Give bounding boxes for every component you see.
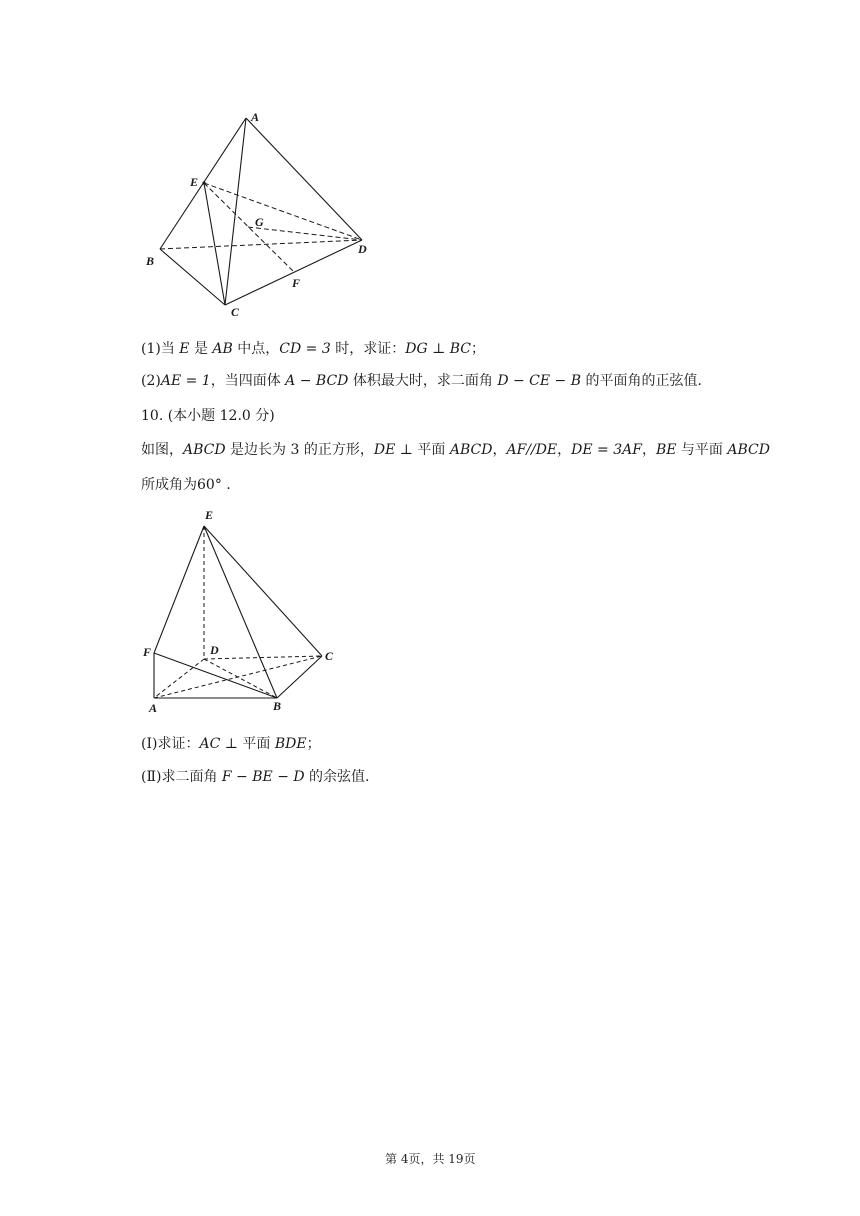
tetrahedron-figure xyxy=(130,100,390,330)
q10-part1: (Ⅰ)求证：AC ⊥ 平面 BDE； xyxy=(141,736,321,752)
q10-header: 10. (本小题 12.0 分) xyxy=(141,408,275,424)
label-E: E xyxy=(190,175,199,189)
label2-B: B xyxy=(273,699,282,713)
label-A: A xyxy=(251,110,260,124)
solid-figure xyxy=(140,500,350,720)
label-B: B xyxy=(146,254,155,268)
label-D: D xyxy=(358,242,367,256)
q10-stem-line2: 所成角为60° . xyxy=(141,477,231,493)
page-footer: 第 4页，共 19页 xyxy=(385,1152,476,1166)
label2-F: F xyxy=(143,645,152,659)
q9-part2: (2)AE = 1，当四面体 A − BCD 体积最大时，求二面角 D − CE − B 的平面角的正弦值. xyxy=(141,373,702,389)
label2-D: D xyxy=(210,643,219,657)
label2-C: C xyxy=(325,649,334,663)
q9-part1: (1)当 E 是 AB 中点，CD = 3 时，求证：DG ⊥ BC； xyxy=(141,341,485,357)
q10-stem-line1: 如图，ABCD 是边长为 3 的正方形，DE ⊥ 平面 ABCD，AF//DE，DE = 3AF，BE 与平面 ABCD xyxy=(141,442,770,458)
label-F: F xyxy=(292,276,301,290)
q10-part2: (Ⅱ)求二面角 F − BE − D 的余弦值. xyxy=(141,769,370,785)
label-G: G xyxy=(255,215,264,229)
label2-A: A xyxy=(149,701,158,715)
label-C: C xyxy=(231,305,240,319)
label2-E: E xyxy=(205,508,214,522)
